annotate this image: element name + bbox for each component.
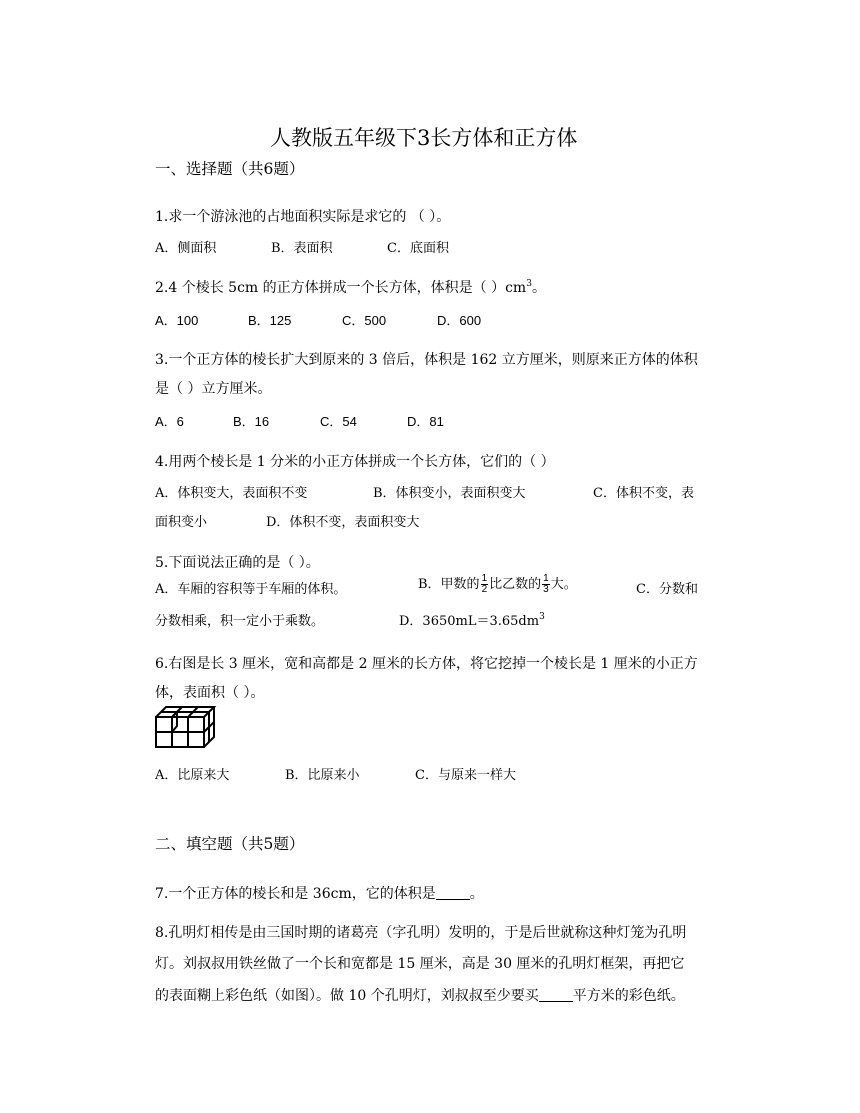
question-1-text: 1.求一个游泳池的占地面积实际是求它的 （ ）。 — [155, 209, 451, 225]
answer-blank — [539, 989, 573, 1002]
question-5-text: 5.下面说法正确的是（ ）。 — [155, 555, 320, 571]
question-5-option-b — [418, 573, 577, 595]
question-5-option-c-line-2: 分数相乘，积一定小于乘数。 — [155, 614, 325, 629]
question-2-exponent: 3 — [526, 279, 532, 289]
question-8-line-2: 灯。刘叔叔用铁丝做了一个长和宽都是 15 厘米，高是 30 厘米的孔明灯框架，再把它 — [155, 956, 685, 972]
question-7-end: 。 — [469, 886, 484, 902]
section-heading-fill: 二、填空题（共5题） — [155, 835, 305, 853]
question-6-line-1: 6.右图是长 3 厘米，宽和高都是 2 厘米的长方体，将它挖掉一个棱长是 1 厘米的小正方 — [155, 656, 698, 672]
cuboid-figure — [154, 704, 218, 750]
answer-blank — [436, 887, 470, 900]
question-5-option-c-line-1: C．分数和 — [636, 582, 698, 597]
question-8-line-3 — [155, 985, 685, 1005]
question-7-body: 7.一个正方体的棱长和是 36cm，它的体积是 — [155, 886, 436, 902]
question-1-option-b: B．表面积 — [271, 241, 333, 256]
fraction-one-half — [481, 574, 489, 595]
fraction-2-denominator: 3 — [543, 584, 549, 595]
question-4-text: 4.用两个棱长是 1 分米的小正方体拼成一个长方体，它们的（ ） — [155, 454, 555, 470]
fraction-2-numerator: 1 — [543, 573, 549, 584]
question-3-line-2: 是（ ）立方厘米。 — [155, 381, 272, 397]
question-5-option-a: A．车厢的容积等于车厢的体积。 — [155, 582, 347, 597]
question-3-option-d: D．81 — [407, 414, 444, 429]
question-7-text — [155, 883, 484, 903]
question-2-option-a: A．100 — [155, 313, 199, 328]
question-2-option-b: B．125 — [248, 313, 292, 328]
question-2-option-c: C．500 — [342, 313, 387, 328]
question-4-option-d: D．体积不变，表面积变大 — [266, 515, 420, 530]
question-4-option-c-line-2: 面积变小 — [155, 515, 208, 530]
fraction-one-third — [542, 574, 550, 595]
fraction-1-numerator: 1 — [481, 573, 488, 584]
question-2-end: 。 — [531, 280, 546, 296]
question-5-option-b-prefix: B．甲数的 — [418, 577, 480, 592]
question-2-option-d: D．600 — [437, 313, 482, 328]
question-4-option-b: B．体积变小，表面积变大 — [373, 486, 526, 501]
question-5-option-b-suffix: 大。 — [550, 577, 577, 592]
question-8-line-3-body: 的表面糊上彩色纸（如图）。做 10 个孔明灯，刘叔叔至少要买 — [155, 988, 539, 1004]
question-6-line-2: 体，表面积（ ）。 — [155, 685, 265, 701]
question-5-option-d — [399, 610, 545, 629]
question-3-option-c: C．54 — [320, 414, 357, 429]
question-5-option-d-exponent: 3 — [539, 612, 545, 622]
question-4-option-a: A．体积变大，表面积不变 — [155, 486, 308, 501]
question-2-text — [155, 277, 546, 297]
fraction-1-denominator: 2 — [481, 584, 488, 595]
question-8-line-3-end: 平方米的彩色纸。 — [572, 988, 685, 1004]
question-1-option-c: C．底面积 — [387, 241, 449, 256]
question-6-option-a: A．比原来大 — [155, 768, 230, 783]
question-3-option-a: A．6 — [155, 414, 184, 429]
question-6-option-c: C．与原来一样大 — [415, 768, 516, 783]
question-5-option-d-body: D．3650mL＝3.65dm — [399, 614, 540, 629]
page-title: 人教版五年级下3长方体和正方体 — [270, 126, 578, 150]
question-1-option-a: A．侧面积 — [155, 241, 217, 256]
question-8-line-1: 8.孔明灯相传是由三国时期的诸葛亮（字孔明）发明的，于是后世就称这种灯笼为孔明 — [155, 925, 687, 941]
section-heading-choice: 一、选择题（共6题） — [155, 160, 305, 178]
question-5-option-b-middle: 比乙数的 — [489, 577, 542, 592]
question-2-body: 2.4 个棱长 5cm 的正方体拼成一个长方体，体积是（ ）cm — [155, 280, 527, 296]
question-6-option-b: B．比原来小 — [285, 768, 360, 783]
question-3-line-1: 3.一个正方体的棱长扩大到原来的 3 倍后，体积是 162 立方厘米，则原来正方体的体积 — [155, 352, 698, 368]
question-3-option-b: B．16 — [233, 414, 270, 429]
question-4-option-c-line-1: C．体积不变，表 — [593, 486, 694, 501]
